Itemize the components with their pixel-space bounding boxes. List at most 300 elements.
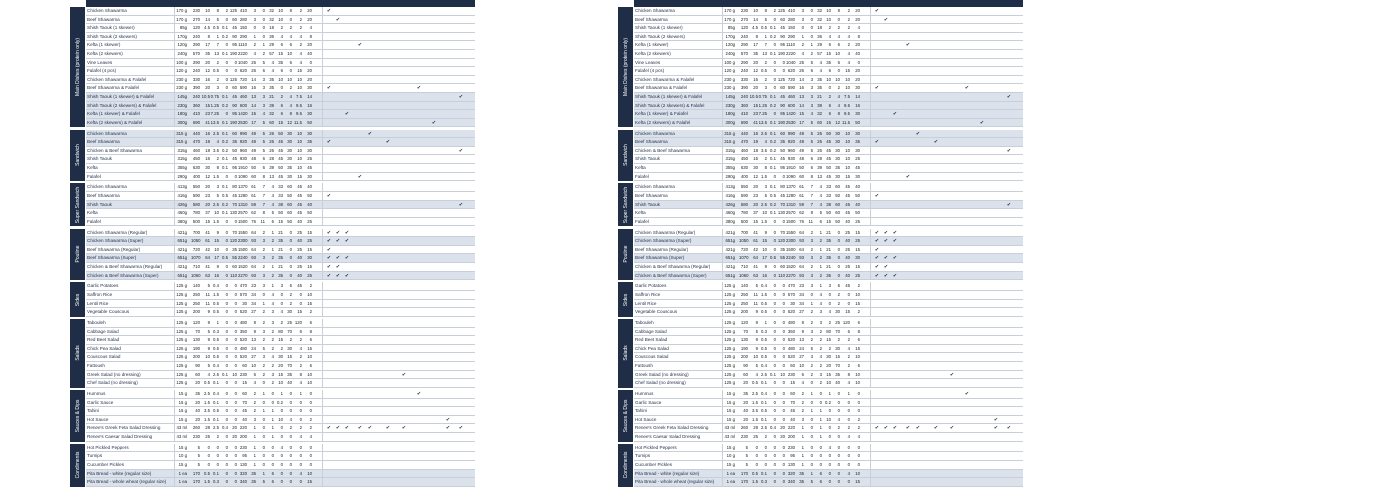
cell-value: 3 bbox=[810, 85, 813, 91]
allergen-check-icon: ✔ bbox=[964, 85, 970, 92]
table-row bbox=[634, 399, 1023, 408]
item-name: Red Beet Salad bbox=[87, 337, 120, 343]
cell-value: 90 bbox=[232, 102, 237, 108]
cell-value: 0.1 bbox=[213, 416, 219, 422]
cell-value: 0 bbox=[773, 238, 776, 244]
cell-value: 35 bbox=[278, 272, 283, 278]
table-row bbox=[86, 16, 475, 25]
table-row bbox=[634, 16, 1023, 25]
cell-value: 0 bbox=[837, 399, 840, 405]
cell-value: 125 g bbox=[176, 345, 187, 351]
cell-value: 5 bbox=[262, 139, 265, 145]
cell-value: 45 bbox=[297, 210, 302, 216]
cell-value: 27 bbox=[251, 354, 256, 360]
cell-value: 5 bbox=[810, 139, 813, 145]
column-divider bbox=[722, 452, 723, 460]
cell-value: 25 bbox=[287, 320, 292, 325]
item-name: Chef Salad (no dressing) bbox=[635, 380, 686, 386]
cell-value: 140 bbox=[740, 283, 748, 289]
cell-value: 1910 bbox=[238, 164, 248, 170]
allergen-check-icon: ✔ bbox=[385, 139, 391, 146]
cell-value: 0 bbox=[289, 68, 292, 74]
cell-value: 6 bbox=[857, 363, 860, 368]
cell-value: 0 bbox=[810, 25, 813, 31]
cell-value: 1 bbox=[828, 391, 831, 396]
table-row bbox=[86, 76, 475, 85]
cell-value: 0 bbox=[782, 300, 785, 306]
column-divider bbox=[870, 155, 871, 163]
cell-value: 1 bbox=[271, 425, 274, 431]
cell-value: 0.5 bbox=[761, 354, 767, 360]
cell-value: 6 bbox=[837, 59, 840, 65]
cell-value: 20 bbox=[826, 363, 831, 368]
item-name: Garlic Sauce bbox=[635, 399, 662, 405]
cell-value: 0 bbox=[847, 444, 850, 450]
cell-value: 60 bbox=[780, 263, 785, 269]
table-row bbox=[86, 424, 475, 433]
cell-value: 1070 bbox=[191, 255, 201, 261]
cell-value: 390 bbox=[740, 85, 748, 91]
column-divider bbox=[870, 444, 871, 452]
column-divider bbox=[174, 300, 175, 308]
cell-value: 2 bbox=[271, 380, 274, 386]
cell-value: 4 bbox=[289, 102, 292, 108]
table-row bbox=[634, 102, 1023, 111]
cell-value: 0 bbox=[262, 434, 265, 439]
cell-value: 2220 bbox=[786, 51, 796, 56]
column-divider bbox=[322, 452, 323, 460]
category-text: Sides bbox=[622, 293, 629, 306]
cell-value: 64 bbox=[251, 246, 256, 252]
cell-value: 3 bbox=[810, 76, 813, 82]
cell-value: 1 bbox=[253, 33, 256, 39]
cell-value: 2 bbox=[837, 291, 840, 297]
cell-value: 17 bbox=[799, 119, 804, 125]
item-name: Kefta (1 skewer) & Falafel bbox=[635, 111, 688, 117]
cell-value: 14 bbox=[251, 102, 256, 108]
cell-value: 10 bbox=[287, 76, 292, 82]
cell-value: 200 bbox=[192, 309, 200, 315]
cell-value: 16 bbox=[205, 130, 210, 136]
item-name: Chicken & Beef Shawarma bbox=[635, 147, 690, 153]
cell-value: 45 bbox=[780, 192, 785, 198]
cell-value: 14 bbox=[307, 94, 312, 99]
column-divider bbox=[322, 33, 323, 41]
cell-value: 0 bbox=[225, 479, 228, 485]
cell-value: 23 bbox=[753, 111, 758, 117]
cell-value: 315 g bbox=[176, 130, 187, 136]
column-divider bbox=[322, 41, 323, 49]
cell-value: 28 bbox=[269, 156, 274, 162]
column-divider bbox=[722, 263, 723, 271]
table-row bbox=[634, 59, 1023, 68]
column-divider bbox=[870, 41, 871, 49]
allergen-check-icon: ✔ bbox=[326, 192, 332, 199]
cell-value: 1280 bbox=[786, 192, 796, 198]
cell-value: 180g bbox=[177, 111, 187, 117]
cell-value: 920 bbox=[239, 139, 247, 145]
cell-value: 0 bbox=[299, 461, 302, 467]
cell-value: 0 bbox=[299, 291, 302, 297]
column-divider bbox=[722, 390, 723, 398]
cell-value: 1 bbox=[801, 453, 804, 459]
column-divider bbox=[322, 155, 323, 163]
table-row bbox=[86, 119, 475, 128]
cell-value: 39 bbox=[817, 102, 822, 108]
cell-value: 0 bbox=[837, 470, 840, 476]
cell-value: 11 bbox=[753, 291, 758, 297]
cell-value: 20 bbox=[205, 184, 210, 190]
cell-value: 0 bbox=[819, 444, 822, 450]
cell-value: 2240 bbox=[786, 255, 796, 261]
table-row bbox=[86, 59, 475, 68]
cell-value: 2.5 bbox=[204, 391, 210, 396]
cell-value: 0 bbox=[207, 453, 210, 459]
cell-value: 340 bbox=[239, 479, 247, 485]
allergen-check-icon: ✔ bbox=[1006, 147, 1012, 154]
cell-value: 0 bbox=[773, 309, 776, 315]
column-divider bbox=[722, 192, 723, 200]
cell-value: 0.2 bbox=[222, 147, 228, 153]
cell-value: 0 bbox=[309, 461, 312, 467]
cell-value: 0.2 bbox=[222, 102, 228, 108]
table-row bbox=[634, 164, 1023, 173]
cell-value: 1060 bbox=[739, 272, 749, 278]
cell-value: 1 bbox=[819, 425, 822, 431]
cell-value: 700 bbox=[740, 229, 748, 235]
cell-value: 64 bbox=[251, 263, 256, 269]
item-name: Falafel bbox=[635, 173, 649, 179]
cell-value: 3 bbox=[262, 94, 265, 99]
cell-value: 2 bbox=[289, 85, 292, 91]
cell-value: 170g bbox=[725, 33, 735, 39]
cell-value: 0 bbox=[782, 173, 785, 179]
cell-value: 240 bbox=[740, 33, 748, 39]
cell-value: 2 bbox=[271, 337, 274, 343]
cell-value: 1110 bbox=[786, 42, 795, 48]
cell-value: 130 bbox=[192, 337, 200, 343]
cell-value: 0 bbox=[234, 354, 237, 360]
column-divider bbox=[870, 24, 871, 32]
category-group bbox=[618, 444, 1023, 487]
cell-value: 0 bbox=[837, 16, 840, 22]
item-name: Cucumber Pickles bbox=[635, 461, 673, 467]
allergen-check-icon: ✔ bbox=[883, 425, 889, 432]
cell-value: 360 bbox=[740, 102, 748, 108]
cell-value: 0 bbox=[271, 444, 274, 450]
cell-value: 170 bbox=[740, 479, 748, 485]
cell-value: 10 bbox=[297, 85, 302, 91]
table-row bbox=[86, 130, 475, 139]
cell-value: 40 bbox=[845, 218, 850, 224]
cell-value: 0 bbox=[280, 300, 283, 306]
cell-value: 41 bbox=[753, 229, 758, 235]
cell-value: 8 bbox=[764, 164, 767, 170]
cell-value: 1550 bbox=[238, 229, 248, 235]
cell-value: 0 bbox=[755, 453, 758, 459]
cell-value: 2 bbox=[801, 399, 804, 405]
cell-value: 15 bbox=[278, 371, 283, 377]
cell-value: 15 bbox=[307, 246, 312, 252]
item-name: Pita Bread - white (regular size) bbox=[635, 470, 700, 476]
cell-value: 230 bbox=[740, 8, 748, 13]
cell-value: 10 bbox=[780, 371, 785, 377]
cell-value: 1.5 bbox=[204, 399, 210, 405]
cell-value: 20 bbox=[307, 42, 312, 48]
cell-value: 35 bbox=[287, 371, 292, 377]
cell-value: 3 bbox=[764, 184, 767, 190]
cell-value: 59 bbox=[251, 201, 256, 207]
cell-value: 50 bbox=[826, 130, 831, 136]
cell-value: 8 bbox=[837, 8, 840, 13]
table-row bbox=[86, 263, 475, 272]
cell-value: 10 bbox=[855, 291, 860, 297]
cell-value: 0.3 bbox=[213, 479, 219, 485]
cell-value: 2220 bbox=[238, 51, 248, 56]
cell-value: 4 bbox=[810, 111, 813, 117]
cell-value: 2 bbox=[262, 51, 265, 56]
cell-value: 0 bbox=[225, 328, 228, 334]
cell-value: 170 bbox=[192, 470, 200, 476]
column-divider bbox=[722, 308, 723, 316]
column-divider bbox=[174, 33, 175, 41]
cell-value: 42 bbox=[753, 246, 758, 252]
cell-value: 0 bbox=[225, 380, 228, 386]
cell-value: 0.5 bbox=[770, 192, 776, 198]
category-group bbox=[618, 130, 1023, 182]
cell-value: 7.25 bbox=[758, 111, 767, 117]
cell-value: 450 bbox=[192, 156, 200, 162]
cell-value: 3 bbox=[810, 328, 813, 334]
cell-value: 14 bbox=[799, 102, 804, 108]
item-name: Beef Shawarma (Super) bbox=[635, 255, 685, 261]
cell-value: 2 bbox=[847, 42, 850, 48]
cell-value: 15 bbox=[855, 246, 860, 252]
cell-value: 230 bbox=[192, 8, 200, 13]
cell-value: 0 bbox=[773, 68, 776, 74]
cell-value: 240 bbox=[192, 68, 200, 74]
cell-value: 1 bbox=[801, 425, 804, 431]
table-row bbox=[634, 246, 1023, 255]
category-group bbox=[70, 130, 475, 182]
allergen-check-icon: ✔ bbox=[326, 246, 332, 253]
cell-value: 9 bbox=[755, 337, 758, 343]
cell-value: 0.5 bbox=[213, 345, 219, 351]
cell-value: 15 bbox=[214, 238, 219, 244]
column-divider bbox=[722, 16, 723, 24]
cell-value: 651g bbox=[725, 238, 735, 244]
cell-value: 8 bbox=[755, 33, 758, 39]
column-divider bbox=[322, 183, 323, 191]
cell-value: 3 bbox=[801, 16, 804, 22]
cell-value: 41 bbox=[205, 229, 210, 235]
cell-value: 13.5 bbox=[758, 119, 767, 125]
table-row bbox=[86, 50, 475, 59]
item-name: Vine Leaves bbox=[87, 59, 113, 65]
cell-value: 6 bbox=[299, 328, 302, 334]
cell-value: 25 bbox=[845, 246, 850, 252]
cell-value: 13 bbox=[251, 337, 256, 343]
item-name: Shish Taouk (2 skewers) & Falafel bbox=[635, 102, 705, 108]
item-name: Fattoush bbox=[635, 363, 653, 368]
cell-value: 0.2 bbox=[222, 33, 228, 39]
cell-value: 35 bbox=[251, 479, 256, 485]
cell-value: 1 bbox=[810, 300, 813, 306]
cell-value: 1 bbox=[253, 461, 256, 467]
cell-value: 28 bbox=[817, 156, 822, 162]
column-divider bbox=[322, 173, 323, 181]
cell-value: 0 bbox=[773, 42, 776, 48]
cell-value: 125 g bbox=[724, 328, 735, 334]
cell-value: 50 bbox=[307, 210, 312, 216]
cell-value: 1050 bbox=[191, 238, 201, 244]
table-row bbox=[86, 478, 475, 487]
cell-value: 30 bbox=[287, 345, 292, 351]
cell-value: 2 bbox=[289, 300, 292, 306]
cell-value: 0 bbox=[225, 85, 228, 91]
cell-value: 3.5 bbox=[752, 408, 758, 414]
cell-value: 290 bbox=[740, 42, 748, 48]
cell-value: 10 bbox=[287, 51, 292, 56]
cell-value: 60 bbox=[780, 16, 785, 22]
column-divider bbox=[722, 424, 723, 432]
cell-value: 0 bbox=[773, 300, 776, 306]
cell-value: 4 bbox=[271, 184, 274, 190]
cell-value: 0 bbox=[234, 320, 237, 325]
item-name: Chicken & Beef Shawarma (Super) bbox=[635, 272, 707, 278]
cell-value: 0 bbox=[299, 300, 302, 306]
column-divider bbox=[322, 209, 323, 217]
cell-value: 5 bbox=[745, 453, 748, 459]
cell-value: 460g bbox=[177, 210, 187, 216]
cell-value: 60 bbox=[232, 16, 237, 22]
allergen-check-icon: ✔ bbox=[964, 391, 970, 397]
cell-value: 400 bbox=[740, 173, 748, 179]
cell-value: 40 bbox=[307, 184, 312, 190]
column-divider bbox=[870, 84, 871, 92]
column-divider bbox=[174, 353, 175, 361]
cell-value: 1 bbox=[764, 320, 767, 325]
cell-value: 90 bbox=[232, 33, 237, 39]
allergen-check-icon: ✔ bbox=[401, 371, 407, 378]
cell-value: 70 bbox=[835, 363, 840, 368]
table-row bbox=[86, 67, 475, 76]
cell-value: 0 bbox=[773, 85, 776, 91]
cell-value: 125 g bbox=[176, 300, 187, 306]
cell-value: 1110 bbox=[238, 42, 247, 48]
cell-value: 10 bbox=[826, 16, 831, 22]
cell-value: 2 bbox=[857, 283, 860, 289]
cell-value: 35 bbox=[307, 139, 312, 145]
category-group bbox=[70, 282, 475, 316]
cell-value: 8 bbox=[289, 8, 292, 13]
cell-value: 651g bbox=[177, 255, 187, 261]
cell-value: 421g bbox=[177, 229, 187, 235]
cell-value: 70 bbox=[780, 201, 785, 207]
cell-value: 41 bbox=[205, 119, 210, 125]
cell-value: 1370 bbox=[786, 184, 796, 190]
cell-value: 2.5 bbox=[213, 130, 219, 136]
cell-value: 27 bbox=[251, 309, 256, 315]
cell-value: 6 bbox=[271, 479, 274, 485]
allergen-check-icon: ✔ bbox=[385, 425, 391, 432]
cell-value: 40 bbox=[835, 380, 840, 386]
cell-value: 2 bbox=[819, 255, 822, 261]
cell-value: 17 bbox=[762, 255, 767, 261]
table-row bbox=[634, 209, 1023, 218]
table-row bbox=[86, 291, 475, 300]
item-name: Beef Shawarma & Falafel bbox=[87, 85, 140, 91]
cell-value: 3.5 bbox=[204, 408, 210, 414]
cell-value: 0 bbox=[280, 434, 283, 439]
cell-value: 45 bbox=[297, 201, 302, 207]
cell-value: 290g bbox=[177, 173, 187, 179]
cell-value: 2 bbox=[262, 229, 265, 235]
cell-value: 480 bbox=[787, 345, 795, 351]
cell-value: 1 bbox=[216, 33, 219, 39]
cell-value: 15 bbox=[826, 371, 831, 377]
cell-value: 4 bbox=[271, 291, 274, 297]
item-name: Kefta (2 skewers) bbox=[635, 51, 671, 56]
column-divider bbox=[870, 319, 871, 327]
cell-value: 1050 bbox=[739, 238, 749, 244]
cell-value: 18 bbox=[817, 25, 822, 31]
allergen-check-icon: ✔ bbox=[979, 119, 985, 126]
cell-value: 2 bbox=[764, 434, 767, 439]
cell-value: 170 g bbox=[176, 16, 187, 22]
cell-value: 35 bbox=[799, 470, 804, 476]
item-name: Chick Pea Salad bbox=[87, 345, 121, 351]
cell-value: 49 bbox=[251, 139, 256, 145]
cell-value: 17 bbox=[251, 119, 256, 125]
cell-value: 1 bbox=[819, 246, 822, 252]
cell-value: 0 bbox=[782, 363, 785, 368]
cell-value: 93 bbox=[251, 238, 256, 244]
cell-value: 13 bbox=[269, 173, 274, 179]
cell-value: 30 bbox=[826, 354, 831, 360]
cell-value: 4 bbox=[755, 371, 758, 377]
cell-value: 26 bbox=[269, 130, 274, 136]
cell-value: 2 bbox=[819, 363, 822, 368]
item-name: Turnips bbox=[635, 453, 651, 459]
cell-value: 1 bbox=[819, 408, 822, 414]
cell-value: 5 bbox=[810, 479, 813, 485]
cell-value: 0 bbox=[782, 470, 785, 476]
cell-value: 25 bbox=[855, 218, 860, 224]
cell-value: 0 bbox=[782, 328, 785, 334]
cell-value: 0.5 bbox=[213, 25, 219, 31]
cell-value: 35 bbox=[743, 391, 748, 396]
column-divider bbox=[322, 119, 323, 127]
table-row bbox=[86, 399, 475, 408]
cell-value: 0 bbox=[837, 391, 840, 396]
cell-value: 1 bbox=[262, 408, 265, 414]
cell-value: 10 bbox=[762, 246, 767, 252]
cell-value: 15 bbox=[790, 380, 795, 386]
cell-value: 1040 bbox=[786, 59, 796, 65]
table-row bbox=[86, 93, 475, 102]
cell-value: 45 bbox=[845, 210, 850, 216]
cell-value: 0 bbox=[289, 479, 292, 485]
cell-value: 0 bbox=[773, 453, 776, 459]
item-name: Couscous Salad bbox=[87, 354, 121, 360]
cell-value: 0 bbox=[289, 238, 292, 244]
cell-value: 20 bbox=[195, 416, 200, 422]
cell-value: 0 bbox=[234, 399, 237, 405]
column-divider bbox=[174, 209, 175, 217]
column-divider bbox=[722, 84, 723, 92]
cell-value: 3 bbox=[216, 184, 219, 190]
